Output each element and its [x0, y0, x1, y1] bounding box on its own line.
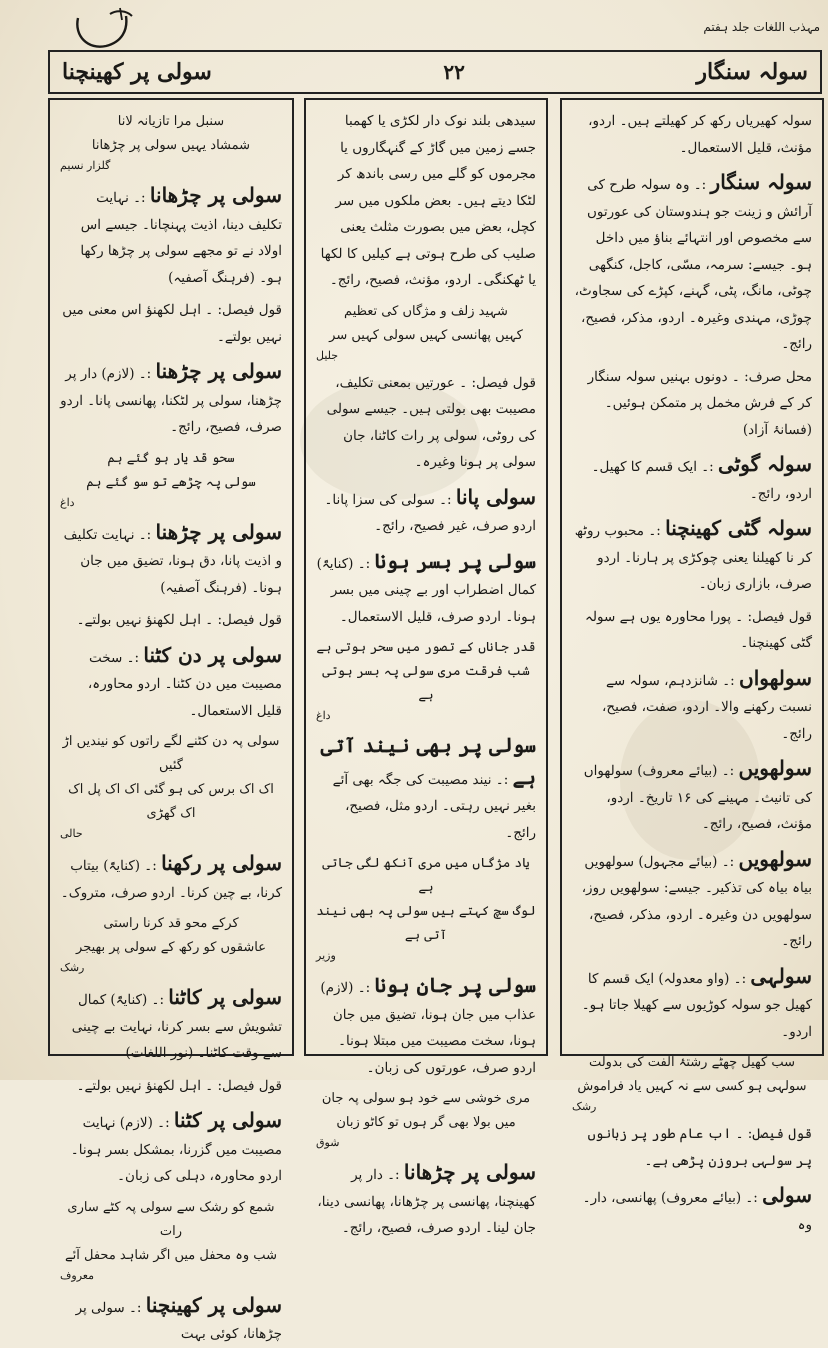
- dictionary-entry: [60, 848, 282, 906]
- dictionary-entry: [572, 513, 812, 598]
- entry-headword: سولھویں: [738, 846, 812, 871]
- handwritten-mark: [70, 6, 140, 56]
- poet-name: شوق: [316, 1136, 340, 1149]
- couplet-line: شب فرقت مری سولی پہ بسر ہوتی ہے: [322, 664, 530, 703]
- entry-headword: سولی پر بھی نیند آتی ہے: [320, 733, 536, 789]
- couplet: [316, 1087, 536, 1151]
- couplet-line: سنبل مرا تازیانہ لانا: [117, 114, 225, 129]
- poet-name: وزیر: [316, 949, 336, 962]
- entry-definition: سولہ کھیریاں رکھ کر کھیلتے ہیں۔ اردو، مؤنث، قلیل الاستعمال۔: [588, 113, 812, 156]
- dictionary-entry: [316, 482, 536, 540]
- couplet-line: میں بولا بھی گر ہوں تو کاٹو زبان: [336, 1115, 516, 1130]
- couplet: [60, 912, 282, 976]
- couplet: [316, 852, 536, 964]
- entry-definition: قول فیصل: ۔ پورا محاورہ یوں ہے سولہ گٹی کھینچنا۔: [585, 608, 812, 651]
- couplet-line: سولہی ہو کسی سے نہ کہیں یاد فراموش: [577, 1079, 807, 1094]
- entry-headword: سولی پر چڑھانا: [149, 183, 282, 207]
- page-header: [48, 50, 822, 94]
- entry-definition: :۔ شانزدہم، سولہ سے نسبت رکھنے والا۔ اردو، صفت، فصیح، رائج۔: [602, 672, 812, 742]
- entry-headword: سولھواں: [739, 665, 812, 690]
- entry-definition: :۔ سخت مصیبت میں دن کٹنا۔ اردو محاورہ، قلیل الاستعمال۔: [87, 649, 282, 719]
- entry-headword: سولی پر کٹنا: [173, 1108, 282, 1132]
- entry-headword: سولہی: [750, 963, 812, 988]
- couplet-line: سولی پہ دن کٹنے لگے راتوں کو نیندیں اڑ گئیں: [62, 734, 280, 773]
- dictionary-entry: [572, 753, 812, 838]
- entry-headword: سولہ سنگار: [710, 170, 812, 194]
- couplet-line: سحو قد یار ہو گئے ہم: [107, 450, 235, 466]
- poet-name: داغ: [316, 709, 331, 722]
- couplet-line: یاد مژگاں میں مری آنکھ لگی جاتی ہے: [322, 856, 530, 895]
- entry-definition: قول فیصل: ۔ اہل لکھنؤ نہیں بولتے۔: [76, 1077, 282, 1094]
- entry-definition: قول فیصل: ۔ اہل لکھنؤ نہیں بولتے۔: [76, 612, 282, 628]
- poet-name: حالی: [60, 827, 83, 840]
- couplet-line: شہید زلف و مژگاں کی تعظیم: [344, 303, 508, 319]
- poet-name: جلیل: [316, 348, 339, 362]
- poet-name: داغ: [60, 495, 75, 509]
- dictionary-entry: [60, 1290, 282, 1348]
- entry-definition: :۔ (کنایۃً) کمال تشویش سے بسر کرنا، نہایت بے چینی سے وقت کاٹنا۔ (نور اللغات): [71, 992, 282, 1061]
- dictionary-entry: [316, 108, 536, 294]
- couplet: [60, 110, 282, 174]
- couplet-line: کہیں پھانسی کہیں سولی کہیں سر: [329, 327, 523, 343]
- entry-headword: سولی پر چڑھنا: [155, 359, 282, 383]
- entry-definition: :۔ (لازم) عذاب میں جان ہونا، تضیق میں جان ہونا، سخت مصیبت میں مبتلا ہونا۔ اردو صرف، عورتوں کی زبان۔: [320, 980, 536, 1076]
- entry-definition: :۔ سولی پر چڑھانا، کوئی بہت: [75, 1299, 282, 1342]
- couplet-line: کرکے محو قد کرنا راستی: [103, 916, 239, 931]
- entry-definition: :۔ دار پر کھینچنا، پھانسی پر چڑھانا، پھانسی دینا، جان لینا۔ اردو صرف، فصیح، رائج۔: [317, 1167, 536, 1236]
- poet-name: رشک: [60, 961, 85, 974]
- couplet-line: شب وہ محفل میں اگر شاہد محفل آئے: [65, 1247, 277, 1263]
- dictionary-entry: [572, 364, 812, 444]
- couplet: [60, 447, 282, 511]
- poet-name: معروف: [60, 1268, 94, 1282]
- couplet-line: مری خوشی سے خود ہو سولی پہ جان: [321, 1091, 531, 1106]
- dictionary-entry: [572, 1180, 812, 1238]
- entry-headword: سولی پر بسر ہونا: [374, 548, 536, 573]
- entry-definition: :۔ (کنایۃً) کمال اضطراب اور بے چینی میں بسر ہونا۔ اردو صرف، قلیل الاستعمال۔: [316, 555, 536, 625]
- entry-headword: سولی: [762, 1183, 812, 1207]
- couplet: [316, 636, 536, 724]
- entry-headword: سولی پر دن کٹنا: [143, 642, 282, 667]
- entry-definition: :۔ (بیائے مجہول) سولھویں بیاہ بیاہ کی تذکیر۔ جیسے: سولھویں روز، سولھویں دن وغیرہ۔ اردو، مذکر، فصیح، رائج۔: [581, 853, 812, 949]
- entry-definition: :۔ (لازم) دار پر چڑھنا، سولی پر لٹکنا، پھانسی پانا۔ اردو صرف، فصیح، رائج۔: [60, 366, 282, 435]
- entry-definition: :۔ وہ سولہ طرح کی آرائش و زینت جو ہندوستان کی عورتوں سے مخصوص اور انتہائے بناؤ میں داخل ہو۔ جیسے: سرمہ، مسّی، کاجل، کنگھی چوٹی، مانگ، پٹی، گہنے، کپڑے کی سجاوٹ، چوڑی، مہندی وغیرہ۔ اردو، مذکر، فصیح، رائج۔: [574, 177, 812, 352]
- entry-headword: سولہ گوٹی: [718, 452, 812, 476]
- entry-headword: سولی پر کھینچنا: [145, 1292, 282, 1317]
- dictionary-entry: [572, 663, 812, 748]
- header-last-entry: سولی پر کھینچنا: [62, 59, 212, 85]
- poet-name: گلزار نسیم: [60, 159, 111, 172]
- entry-headword: سولہ گٹی کھینچنا: [665, 516, 812, 540]
- entry-headword: سولی پانا: [455, 484, 536, 509]
- dictionary-entry: [316, 730, 536, 846]
- entry-headword: سولھویں: [738, 756, 812, 780]
- dictionary-entry: [572, 604, 812, 657]
- dictionary-entry: [572, 844, 812, 955]
- couplet-line: اک اک برس کی ہو گئی اک اک پل اک اک گھڑی: [68, 782, 274, 821]
- dictionary-entry: [60, 1105, 282, 1190]
- entry-headword: سولی پر کاٹنا: [168, 985, 282, 1009]
- dictionary-entry: [316, 370, 536, 476]
- dictionary-entry: [60, 297, 282, 350]
- couplet-line: عاشقوں کو رکھ کے سولی پر بھیجر: [76, 940, 266, 955]
- couplet-line: شمع کو رشک سے سولی پہ کٹے ساری رات: [67, 1199, 275, 1239]
- entry-headword: سولی پر چڑھانا: [403, 1160, 536, 1184]
- couplet: [60, 730, 282, 842]
- couplet: [572, 1051, 812, 1115]
- entry-definition: قول فیصل: ۔ اب عام طور پر زبانوں پر سولہی بروزن پڑھی ہے۔: [587, 1126, 812, 1169]
- entry-definition: :۔ سولی کی سزا پانا۔ اردو صرف، غیر فصیح، رائج۔: [324, 491, 536, 534]
- column-middle: [304, 98, 548, 1236]
- couplet: [60, 1196, 282, 1284]
- entry-definition: :۔ ایک قسم کا کھیل۔ اردو، رائج۔: [591, 459, 812, 502]
- column-left-text: [60, 110, 282, 1348]
- dictionary-entry: [60, 1073, 282, 1100]
- entry-definition: :۔ (بیائے معروف) سولھواں کی تانیث۔ مہینے کی ۱۶ تاریخ۔ اردو، مؤنث، فصیح، رائج۔: [583, 763, 812, 832]
- dictionary-entry: [60, 640, 282, 725]
- entry-definition: :۔ محبوب روٹھ کر نا کھیلنا یعنی چوکڑی پر ہارنا۔ اردو صرف، بازاری زبان۔: [574, 523, 812, 592]
- entry-headword: سولی پر چڑھنا: [155, 519, 282, 544]
- page-number: ۲۲: [443, 60, 465, 84]
- dictionary-entry: [60, 517, 282, 602]
- entry-definition: :۔ نہایت تکلیف و اذیت پانا، دق ہونا، تضیق میں جان ہونا۔ (فرہنگ آصفیہ): [63, 526, 282, 596]
- entry-definition: :۔ (کنایۃً) بیتاب کرنا، بے چین کرنا۔ اردو صرف، متروک۔: [60, 858, 282, 901]
- dictionary-entry: [60, 180, 282, 291]
- entry-definition: قول فیصل: ۔ اہل لکھنؤ اس معنی میں نہیں بولتے۔: [62, 302, 282, 345]
- poet-name: رشک: [572, 1100, 597, 1113]
- entry-definition: :۔ نہایت تکلیف دینا، اذیت پہنچانا۔ جیسے اس اولاد نے تو مجھے سولی پر چڑھا رکھا ہو۔ (فرہنگ آصفیہ): [80, 190, 282, 286]
- dictionary-entry: [316, 970, 536, 1081]
- entry-definition: :۔ نیند مصیبت کی جگہ بھی آئے بغیر نہیں رہتی۔ اردو مثل، فصیح، رائج۔: [332, 771, 536, 841]
- entry-definition: محل صرف: ۔ دونوں بہنیں سولہ سنگار کر کے فرش مخمل پر متمکن ہوئیں۔ (فسانۂ آزاد): [587, 368, 812, 438]
- column-middle-text: [316, 108, 536, 1242]
- header-first-entry: سولہ سنگار: [696, 59, 808, 85]
- dictionary-entry: [572, 167, 812, 358]
- dictionary-entry: [60, 982, 282, 1067]
- dictionary-entry: [316, 1157, 536, 1242]
- couplet: [316, 300, 536, 364]
- entry-headword: سولی پر جان ہونا: [374, 973, 536, 997]
- dictionary-entry: [572, 961, 812, 1046]
- column-right-text: [572, 108, 812, 1238]
- dictionary-entry: [572, 108, 812, 161]
- couplet-line: سولی پہ چڑھے تو سو گئے ہم: [86, 474, 256, 490]
- entry-definition: :۔ (لازم) نہایت مصیبت میں گزرنا، بمشکل بسر ہونا۔ اردو محاورہ، دہلی کی زبان۔: [70, 1115, 282, 1184]
- couplet-line: سب کھیل چھٹے رشتۂ الفت کی بدولت: [588, 1055, 796, 1070]
- dictionary-entry: [572, 449, 812, 507]
- dictionary-entry: [572, 1121, 812, 1174]
- dictionary-entry: [60, 607, 282, 634]
- dictionary-entry: [60, 356, 282, 441]
- entry-definition: :۔ (بیائے معروف) پھانسی، دار۔ وہ: [582, 1190, 812, 1233]
- entry-definition: سیدھی بلند نوک دار لکڑی یا کھمبا جسے زمین میں گاڑ کے گنہگاروں یا مجرموں کو گلے میں رسی باندھ کر لٹکا دیتے ہیں۔ بعض ملکوں میں سر کچل، بعض میں بصورت مثلث یعنی صلیب کی طرح ہوتی ہے کیلیں کا لکھا یا ٹھکنگی۔ اردو، مؤنث، فصیح، رائج۔: [320, 113, 536, 288]
- couplet-line: قدر جاناں کے تصور میں سحر ہوتی ہے: [316, 640, 536, 655]
- entry-headword: سولی پر رکھنا: [161, 851, 282, 875]
- couplet-line: شمشاد یہیں سولی پر چڑھانا: [91, 138, 251, 153]
- entry-definition: :۔ (واو معدولہ) ایک قسم کا کھیل جو سولہ کوڑیوں سے کھیلا جاتا ہو۔ اردو۔: [581, 970, 812, 1040]
- dictionary-entry: [316, 546, 536, 631]
- entry-definition: قول فیصل: ۔ عورتیں بمعنی تکلیف، مصیبت بھی بولتی ہیں۔ جیسے سولی کی روٹی، سولی پر رات کاٹنا، جان سولی پر ہونا وغیرہ۔: [326, 374, 536, 470]
- running-head: مہذب اللغات جلد ہفتم: [703, 20, 820, 34]
- column-left: [48, 98, 294, 1342]
- couplet-line: لوگ سچ کہتے ہیں سولی پہ بھی نیند آتی ہے: [316, 904, 536, 943]
- column-right: [560, 98, 824, 1233]
